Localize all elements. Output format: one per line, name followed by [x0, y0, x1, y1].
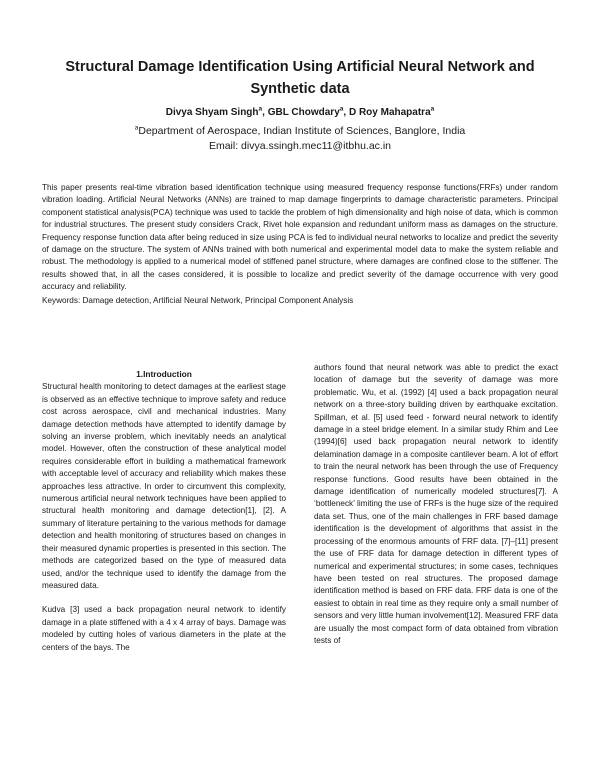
keywords: Keywords: Damage detection, Artificial Neural Network, Principal Component Analysis — [42, 296, 354, 305]
author-email: Email: divya.ssingh.mec11@itbhu.ac.in — [208, 140, 392, 152]
body-paragraph: Structural health monitoring to detect damages at the earliest stage is observed as an effective technique to improve safety and reduce cost across aerospace, civil and mechanical industries. Many damage detection methods have attempted to identify damage by solving an inverse problem, which inevitably needs an analytical model. However, often the construction of these analytical model requires considerable effort in building a mathematical framework with acceptable level of accuracy and reliability which makes these approaches less attractive. In order to circumvent this complexity, numerous artificial neural network techniques have been applied to structural health monitoring and damage detection[1], [2]. A summary of literature pertaining to the various methods for damage detection and health monitoring of structures based on changes in their measured dynamic properties is presented in this section. The methods are categorized based on the type of measured data used, and/or the technique used to identify the damage from the measured data. — [42, 382, 286, 590]
author-separator: , — [262, 107, 268, 118]
left-column — [42, 368, 286, 666]
author-list — [40, 106, 560, 120]
affiliation-mark: a — [134, 124, 139, 132]
author-affiliation-mark: a — [430, 105, 435, 113]
author-affiliation-mark: a — [339, 105, 344, 113]
author-name: Divya Shyam Singh — [165, 107, 259, 118]
body-paragraph: authors found that neural network was able to predict the exact location of damage but the severity of damage was more problematic. Wu, et al. (1992) [4] used a back propagation neural network on a three-story building driven by earthquake excitation. Spillman, et al. [5] used feed - forward neural network to identify damage in a steel bridge element. In a similar study Rhim and Lee (1994)[6] used back propagation neural network to identify delamination damage in a composite cantilever beam. A lot of effort to train the neural network has been through the use of Frequency response functions. Good results have been obtained in the damage identification of numerically modeled structures[7]. A ‘bottleneck’ limiting the use of FRFs is the huge size of the required data set. Thus, one of the main challenges in FRF based damage identification is the development of algorithms that assist in the processing of the enormous amounts of FRF data. [7]–[11] present the use of FRF data for damage detection in different types of numerical and experimental structures; in some cases, techniques have been tested on real structures. The proposed damage identification method is based on FRF data. FRF data is one of the easiest to obtain in real time as they require only a small number of sensors and very little human involvement[12]. Measured FRF data are usually the most compact form of data obtained from vibration tests of — [314, 363, 558, 645]
section-heading: 1.Introduction — [136, 369, 192, 379]
author-name: D Roy Mahapatra — [348, 107, 431, 118]
affiliation-block — [40, 124, 560, 154]
right-column — [314, 362, 558, 659]
affiliation-text: Department of Aerospace, Indian Institute of Sciences, Banglore, India — [138, 125, 466, 137]
author-affiliation-mark: a — [258, 105, 263, 113]
author-name: GBL Chowdary — [267, 107, 340, 118]
body-paragraph: Kudva [3] used a back propagation neural network to identify damage in a plate stiffened with a 4 x 4 array of bays. Damage was modeled by cutting holes of various diameters in the plate at the centers of the bays. The — [42, 605, 286, 652]
abstract: This paper presents real-time vibration based identification technique using measured frequency response functions(FRFs) under random vibration loading. Artificial Neural Networks (ANNs) are trained to map damage fingerprints to damage characteristic parameters. Principal component statistical analysis(PCA) technique was used to tackle the problem of high dimensionality and high noise of data, which is common for industrial structures. The present study considers Crack, Rivet hole expansion and redundant uniform mass as damages on the structure. Frequency response function data after being reduced in size using PCA is fed to individual neural networks to localize and predict the severity of damage on the structure. The system of ANNs trained with both numerical and experimental model data to make the system reliable and robust. The methodology is applied to a numerical model of stiffened panel structure, where damages are confined close to the stiffener. The results showed that, in all the cases considered, it is possible to localize and predict severity of the damage occurrence with very good accuracy and reliability. — [42, 183, 558, 292]
author-separator: , — [343, 107, 349, 118]
paper-title: Structural Damage Identification Using Artificial Neural Network and Synthetic data — [65, 59, 535, 97]
